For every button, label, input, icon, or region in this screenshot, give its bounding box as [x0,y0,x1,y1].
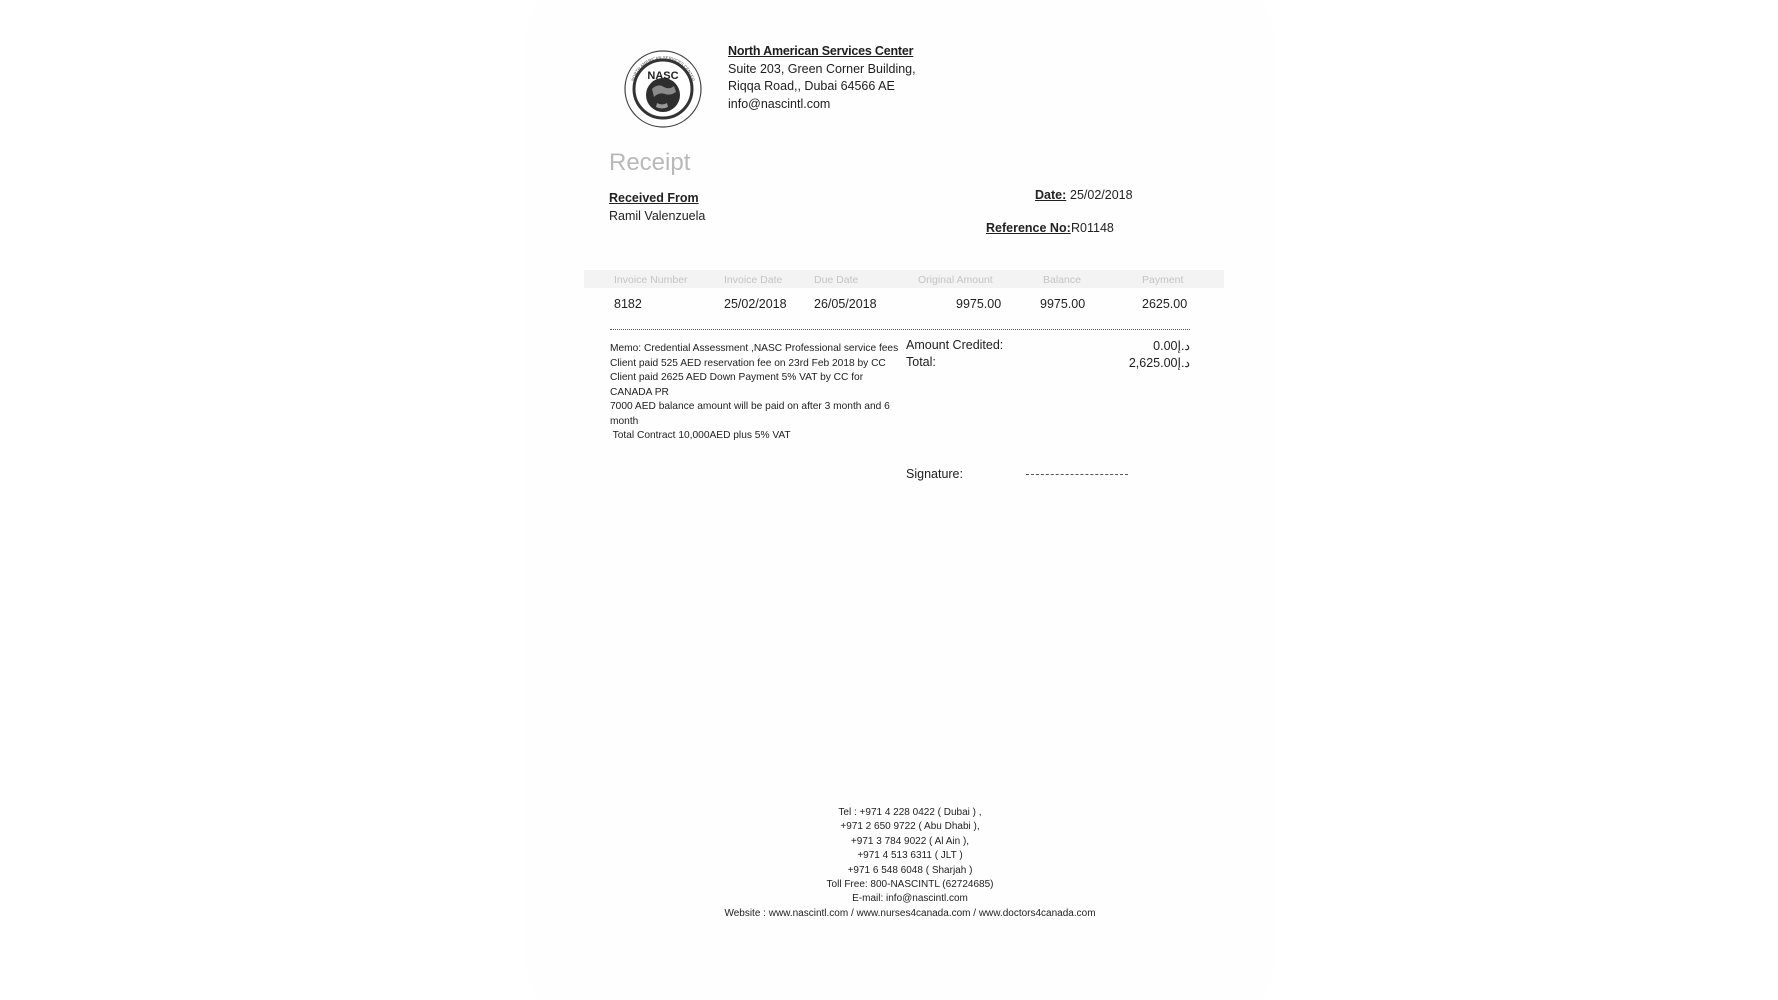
logo-text: NASC [647,70,679,82]
col-balance: Balance [1043,274,1081,286]
cell-invoice-date: 25/02/2018 [724,297,787,311]
memo-line: Memo: Credential Assessment ,NASC Professional service fees [610,343,899,354]
amount-credited-label: Amount Credited: [906,338,1004,352]
cell-due-date: 26/05/2018 [814,297,877,311]
address-line-2: Riqqa Road,, Dubai 64566 AE [728,79,895,93]
total-label: Total: [906,355,936,369]
date-value: 25/02/2018 [1070,188,1133,202]
memo-line: Total Contract 10,000AED plus 5% VAT [610,430,791,441]
footer-line: +971 2 650 9722 ( Abu Dhabi ), [840,821,980,833]
logo-ring-text: NORTH AMERICAN SERVICES CENTER [630,54,696,82]
col-due-date: Due Date [814,274,859,286]
company-email: info@nascintl.com [728,96,831,111]
receipt-title: Receipt [609,149,691,176]
dotted-divider [610,329,1190,330]
date-label: Date: [1035,188,1067,202]
memo-block [610,342,899,444]
footer-line: Toll Free: 800-NASCINTL (62724685) [826,879,994,891]
footer-line: +971 6 548 6048 ( Sharjah ) [847,864,973,876]
memo-line: Client paid 2625 AED Down Payment 5% VAT by CC for [610,372,864,383]
memo-line: 7000 AED balance amount will be paid on after 3 month and 6 [610,401,890,412]
cell-original-amount: 9975.00 [956,297,1002,311]
company-name: North American Services Center [728,44,914,58]
signature-line [1026,474,1128,475]
signature-label: Signature: [906,467,963,481]
cell-payment: 2625.00 [1142,297,1188,311]
col-payment: Payment [1142,274,1184,286]
memo-line: Client paid 525 AED reservation fee on 23rd Feb 2018 by CC [610,357,886,369]
cell-balance: 9975.00 [1040,297,1086,311]
col-invoice-date: Invoice Date [724,274,783,286]
nasc-logo-icon [622,45,704,137]
footer-line: E-mail: info@nascintl.com [852,893,968,905]
footer-contacts [700,806,1120,921]
col-original-amount: Original Amount [918,274,993,286]
company-address-block [728,43,916,113]
col-invoice-number: Invoice Number [614,274,688,286]
total-value: 2,625.00د.إ [1128,356,1190,370]
footer-line: Tel : +971 4 228 0422 ( Dubai ) , [838,807,982,818]
address-line-1: Suite 203, Green Corner Building, [728,61,916,76]
footer-line: +971 4 513 6311 ( JLT ) [857,850,963,862]
received-from-label: Received From [609,191,699,205]
footer-line: Website : www.nascintl.com / www.nurses4canada.com / www.doctors4canada.com [724,907,1096,919]
memo-line: month [610,415,639,427]
memo-line: CANADA PR [610,386,669,398]
reference-label: Reference No: [986,221,1071,235]
reference-value: R01148 [1071,221,1114,235]
received-from-value: Ramil Valenzuela [609,209,706,223]
cell-invoice-number: 8182 [614,297,642,311]
amount-credited-value: 0.00د.إ [1153,339,1190,353]
footer-line: +971 3 784 9022 ( Al Ain ), [850,835,970,847]
